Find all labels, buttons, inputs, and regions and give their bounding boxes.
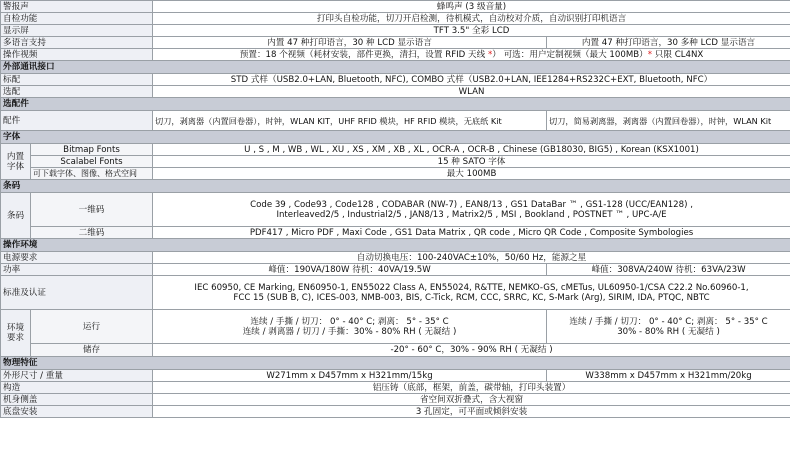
section-title: 物理特征 [1, 357, 790, 370]
section-title: 字体 [1, 131, 790, 144]
row-selfcheck [1, 13, 790, 25]
run-a-line2: 连续 / 剥离器 / 切刀 / 手撕：30% - 80% RH ( 无凝结 ) [242, 326, 457, 337]
label-downloadable: 可下载字体、图像、格式空间 [31, 168, 153, 180]
row-parts [1, 111, 790, 131]
value-bitmap-fonts: U , S , M , WB , WL , XU , XS , XM , XB , XL , OCR-A , OCR-B , Chinese (GB18030, BIG5) , Korean (KSX1001) [153, 144, 790, 156]
section-fonts [1, 131, 790, 144]
value-parts-b: 切刀，简易剥离器，剥离器（内置回卷器），时钟，WLAN Kit [547, 111, 790, 131]
value-1d-barcode [153, 193, 790, 227]
label-consumption: 功率 [1, 264, 153, 276]
value-power: 自动切换电压：100-240VAC±10%，50/60 Hz，能源之星 [153, 252, 790, 264]
row-display [1, 25, 790, 37]
row-mounting [1, 406, 790, 418]
label-construction: 构造 [1, 382, 153, 394]
label-display: 显示屏 [1, 25, 153, 37]
section-accessories [1, 98, 790, 111]
value-2d-barcode: PDF417 , Micro PDF , Maxi Code , GS1 Data Matrix , QR code , Micro QR Code , Composite Symbologies [153, 227, 790, 239]
label-scalable-fonts: Scalabel Fonts [31, 156, 153, 168]
builtin-fonts-line2: 字体 [6, 161, 25, 172]
run-b-line1: 连续 / 手撕 / 切刀： 0° - 40° C; 剥离： 5° - 35° C [569, 316, 768, 327]
1d-line1: Code 39 , Code93 , Code128 , CODABAR (NW-7) , EAN8/13 , GS1 DataBar ™ , GS1-128 (UCC/EAN128) , [250, 199, 693, 210]
label-optional: 选配 [1, 86, 153, 98]
section-barcode [1, 180, 790, 193]
section-external-interface [1, 61, 790, 74]
value-certs [153, 276, 790, 310]
certs-line2: FCC 15 (SUB B, C), ICES-003, NMB-003, BIS, C-Tick, RCM, CCC, SRRC, KC, S-Mark (Arg), SIRIM, IDA, PTQC, NBTC [233, 292, 710, 303]
label-env-run: 运行 [31, 310, 153, 344]
value-scalable-fonts: 15 种 SATO 字体 [153, 156, 790, 168]
1d-line2: Interleaved2/5 , Industrial2/5 , JAN8/13 , Matrix2/5 , MSI , Bookland , POSTNET ™ , UPC-A/E [276, 209, 667, 220]
row-construction [1, 382, 790, 394]
value-env-storage: -20° - 60° C，30% - 90% RH ( 无凝结 ) [153, 344, 790, 357]
env-line2: 要求 [6, 333, 25, 343]
value-dimensions-a: W271mm x D457mm x H321mm/15kg [153, 370, 547, 382]
row-dimensions [1, 370, 790, 382]
value-standard: STD 式样（USB2.0+LAN, Bluetooth, NFC), COMBO 式样（USB2.0+LAN, IEE1284+RS232C+EXT, Bluetooth, NFC） [153, 74, 790, 86]
label-power: 电源要求 [1, 252, 153, 264]
label-selfcheck: 自检功能 [1, 13, 153, 25]
row-env-storage [1, 344, 790, 357]
value-parts-a: 切刀，剥离器（内置回卷器），时钟，WLAN KIT，UHF RFID 模块，HF RFID 模块，无底纸 Kit [153, 111, 547, 131]
section-title: 条码 [1, 180, 790, 193]
label-1d-barcode: 一维码 [31, 193, 153, 227]
run-a-line1: 连续 / 手撕 / 切刀： 0° - 40° C; 剥离： 5° - 35° C [250, 316, 449, 327]
row-optional [1, 86, 790, 98]
video-asterisk-2: * [647, 49, 653, 60]
label-mounting: 底盘安装 [1, 406, 153, 418]
label-env-storage: 储存 [31, 344, 153, 357]
row-1d-barcode [1, 193, 790, 227]
value-env-run-a [153, 310, 547, 344]
value-display: TFT 3.5" 全彩 LCD [153, 25, 790, 37]
row-standard [1, 74, 790, 86]
value-consumption-b: 峰值：308VA/240W 待机：63VA/23W [547, 264, 790, 276]
label-bitmap-fonts: Bitmap Fonts [31, 144, 153, 156]
section-title: 外部通讯接口 [1, 61, 790, 74]
label-dimensions: 外形尺寸 / 重量 [1, 370, 153, 382]
row-scalable-fonts [1, 156, 790, 168]
row-alarm [1, 1, 790, 13]
video-note-text: 只限 CL4NX [652, 49, 704, 60]
row-2d-barcode [1, 227, 790, 239]
value-multilang-a: 内置 47 种打印语言，30 种 LCD 显示语言 [153, 37, 547, 49]
value-consumption-a: 峰值：190VA/180W 待机：40VA/19.5W [153, 264, 547, 276]
row-bitmap-fonts [1, 144, 790, 156]
video-asterisk: * [487, 49, 493, 60]
label-video: 操作视频 [1, 49, 153, 61]
value-downloadable: 最大 100MB [153, 168, 790, 180]
label-builtin-fonts [1, 144, 31, 180]
value-multilang-b: 内置 47 种打印语言，30 多种 LCD 显示语言 [547, 37, 790, 49]
label-standard: 标配 [1, 74, 153, 86]
section-title: 选配件 [1, 98, 790, 111]
row-consumption [1, 264, 790, 276]
row-video [1, 49, 790, 61]
row-multilang [1, 37, 790, 49]
label-2d-barcode: 二维码 [31, 227, 153, 239]
label-parts: 配件 [1, 111, 153, 131]
run-b-line2: 30% - 80% RH ( 无凝结 ) [617, 326, 720, 337]
label-env-requirements [1, 310, 31, 357]
value-side-cover: 省空间双折叠式，含大视窗 [153, 394, 790, 406]
value-mounting: 3 孔固定，可平面或倾斜安装 [153, 406, 790, 418]
value-dimensions-b: W338mm x D457mm x H321mm/20kg [547, 370, 790, 382]
label-multilang: 多语言支持 [1, 37, 153, 49]
row-side-cover [1, 394, 790, 406]
row-certs [1, 276, 790, 310]
certs-line1: IEC 60950, CE Marking, EN60950-1, EN55022 Class A, EN55024, R&TTE, NEMKO-GS, cMETus, UL60950-1/CSA C22.2 No.60960-1, [194, 282, 749, 293]
value-selfcheck: 打印头自检功能，切刀开启检测，待机模式，自动校对介质，自动识别打印机语言 [153, 13, 790, 25]
value-alarm: 蜂鸣声 (3 级音量) [153, 1, 790, 13]
row-power [1, 252, 790, 264]
builtin-fonts-line1: 内置 [6, 151, 25, 162]
section-environment [1, 239, 790, 252]
env-line1: 环境 [6, 323, 25, 333]
value-optional: WLAN [153, 86, 790, 98]
label-alarm: 警报声 [1, 1, 153, 13]
section-title: 操作环境 [1, 239, 790, 252]
label-certs: 标准及认证 [1, 276, 153, 310]
value-env-run-b [547, 310, 790, 344]
video-optional-text: ） 可选：用户定制视频（最大 100MB） [492, 49, 648, 60]
row-downloadable [1, 168, 790, 180]
value-construction: 铝压铸（底部，框架，前盖，碳带轴，打印头装置） [153, 382, 790, 394]
row-env-run [1, 310, 790, 344]
video-preset-text: 预置：18 个视频（耗材安装，部件更换，清扫，设置 RFID 天线 [239, 49, 488, 60]
label-barcode: 条码 [1, 193, 31, 239]
value-video [153, 49, 790, 61]
section-physical [1, 357, 790, 370]
label-side-cover: 机身侧盖 [1, 394, 153, 406]
